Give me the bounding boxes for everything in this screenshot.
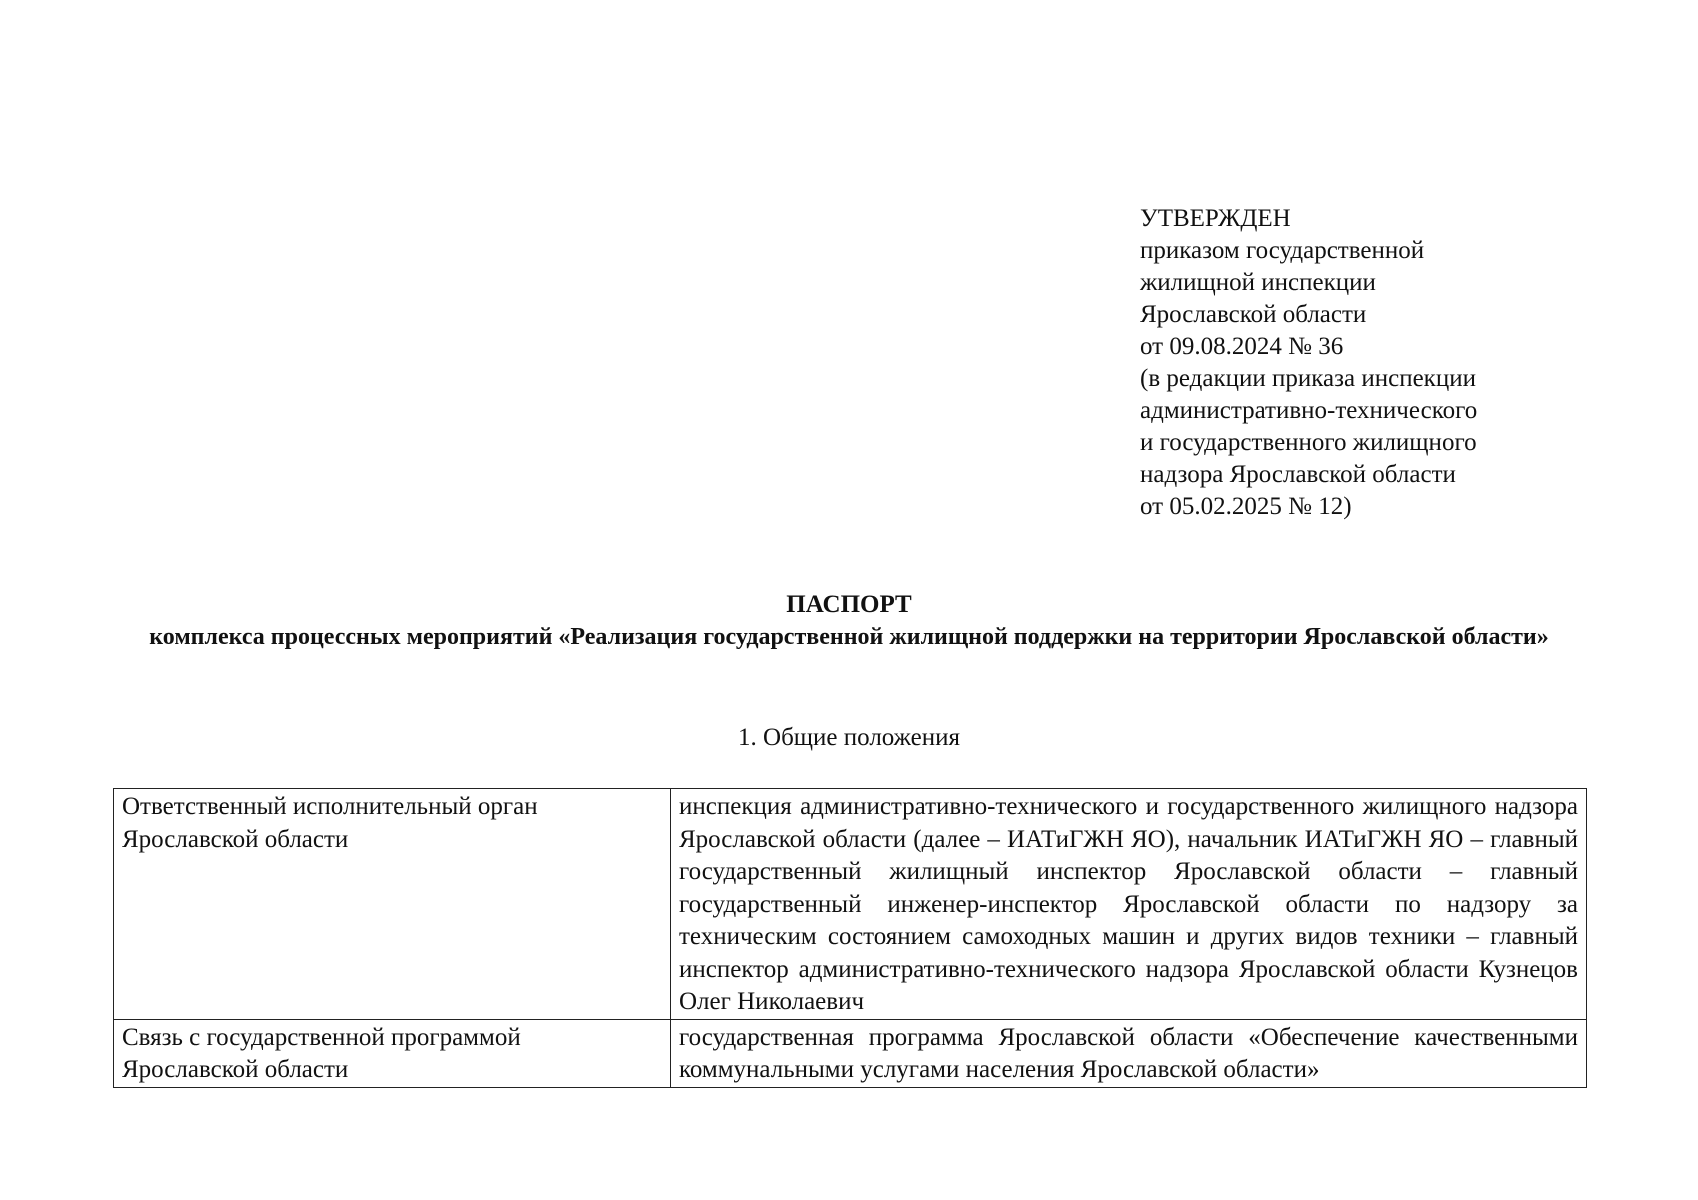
row-value: государственная программа Ярославской области «Обеспечение качественными коммунальными услугами населения Ярославской области» [671,1019,1587,1087]
section-heading: 1. Общие положения [738,724,960,751]
table-row [114,1019,1587,1087]
document-subtitle: комплекса процессных мероприятий «Реализация государственной жилищной поддержки на территории Ярославской области» [149,624,1549,650]
approval-line: Ярославской области [1140,301,1367,328]
row-label: Связь с государственной программой Ярославской области [114,1019,671,1087]
document-title: ПАСПОРТ [786,591,912,618]
approval-line: административно-технического [1140,397,1478,424]
approval-line: и государственного жилищного [1140,429,1477,456]
approval-line: приказом государственной [1140,237,1425,264]
approval-line: надзора Ярославской области [1140,461,1456,488]
approval-line: жилищной инспекции [1140,269,1376,296]
approval-line: (в редакции приказа инспекции [1140,365,1476,392]
row-value: инспекция административно-технического и государственного жилищного надзора Ярославской области (далее – ИАТиГЖН ЯО), начальник ИАТиГЖН ЯО – главный государственный жилищный инспектор Ярославской области – главный государственный инженер-инспектор Ярославской области по надзору за техническим состоянием самоходных машин и других видов техники – главный инспектор административно-технического надзора Ярославской области Кузнецов Олег Николаевич [671,789,1587,1020]
approval-line: от 09.08.2024 № 36 [1140,333,1344,360]
document-title-block [0,589,1698,653]
approval-heading: УТВЕРЖДЕН [1140,205,1291,232]
approval-stamp [1140,203,1610,523]
approval-line: от 05.02.2025 № 12) [1140,493,1352,520]
row-label: Ответственный исполнительный орган Ярославской области [114,789,671,1020]
table-row [114,789,1587,1020]
general-provisions-table [113,788,1587,1088]
